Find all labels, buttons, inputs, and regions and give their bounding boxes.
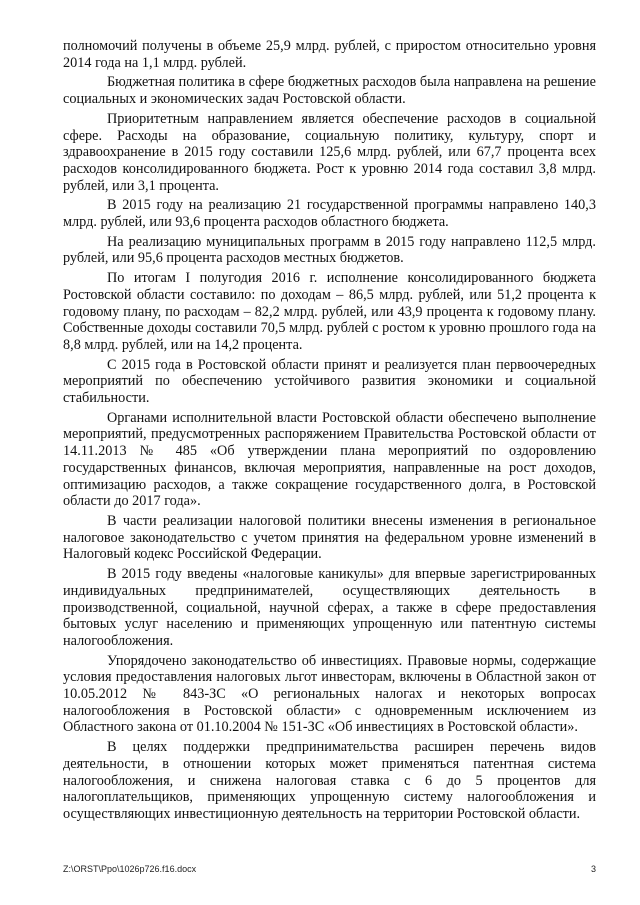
footer-file-path: Z:\ORST\Ppo\1026p726.f16.docx — [63, 864, 197, 874]
paragraph-executive-measures: Органами исполнительной власти Ростовской области обеспечено выполнение мероприятий, предусмотренных распоряжением Правительства Ростовской области от 14.11.2013 № 485 «Об утверждении плана мероприятий по оздоровлению государственных финансов, включая мероприятия, направленные на рост доходов, оптимизацию расходов, а также сокращение государственного долга, в Ростовской области до 2017 года». — [63, 409, 596, 510]
paragraph-investment-law: Упорядочено законодательство об инвестициях. Правовые нормы, содержащие условия предоставления налоговых льгот инвесторам, включены в Областной закон от 10.05.2012 № 843-ЗС «О региональных налогах и некоторых вопросах налогообложения в Ростовской области» с одновременным исключением из Областного закона от 01.10.2004 № 151-ЗС «Об инвестициях в Ростовской области». — [63, 652, 596, 736]
paragraph-social-spending: Приоритетным направлением является обеспечение расходов в социальной сфере. Расходы на образование, социальную политику, культуру, спорт и здравоохранение в 2015 году составили 125,6 млрд. рублей, или 67,7 процента всех расходов консолидированного бюджета. Рост к уровню 2014 года составил 3,8 млрд. рублей, или 3,1 процента. — [63, 110, 596, 194]
paragraph-budget-policy: Бюджетная политика в сфере бюджетных расходов была направлена на решение социальных и экономических задач Ростовской области. — [63, 74, 596, 108]
paragraph-tax-policy: В части реализации налоговой политики внесены изменения в региональное налоговое законодательство с учетом принятия на федеральном уровне изменений в Налоговый кодекс Российской Федерации. — [63, 512, 596, 563]
document-page — [63, 38, 596, 826]
paragraph-half-year-results: По итогам I полугодия 2016 г. исполнение консолидированного бюджета Ростовской области составило: по доходам – 86,5 млрд. рублей, или 51,2 процента к годовому плану, по расходам – 82,2 млрд. рублей, или 43,9 процента к годовому плану. Собственные доходы составили 70,5 млрд. рублей с ростом к уровню прошлого года на 8,8 млрд. рублей, или на 14,2 процента. — [63, 270, 596, 353]
paragraph-state-programs: В 2015 году на реализацию 21 государственной программы направлено 140,3 млрд. рублей, или 93,6 процента расходов областного бюджета. — [63, 197, 596, 231]
paragraph-municipal-programs: На реализацию муниципальных программ в 2015 году направлено 112,5 млрд. рублей, или 95,6 процента расходов местных бюджетов. — [63, 233, 596, 267]
paragraph-income-continuation: полномочий получены в объеме 25,9 млрд. рублей, с приростом относительно уровня 2014 года на 1,1 млрд. рублей. — [63, 38, 596, 71]
paragraph-tax-holidays: В 2015 году введены «налоговые каникулы» для впервые зарегистрированных индивидуальных предпринимателей, осуществляющих деятельность в производственной, социальной, научной сферах, а также в сфере предоставления бытовых услуг населению и применяющих упрощенную или патентную системы налогообложения. — [63, 566, 596, 649]
page-number: 3 — [590, 864, 596, 874]
paragraph-priority-plan: С 2015 года в Ростовской области принят и реализуется план первоочередных мероприятий по обеспечению устойчивого развития экономики и социальной стабильности. — [63, 356, 596, 407]
paragraph-business-support: В целях поддержки предпринимательства расширен перечень видов деятельности, в отношении которых может применяться патентная система налогообложения, и снижена налоговая ставка с 6 до 5 процентов для налогоплательщиков, применяющих упрощенную систему налогообложения и осуществляющих инвестиционную деятельность на территории Ростовской области. — [63, 739, 596, 822]
